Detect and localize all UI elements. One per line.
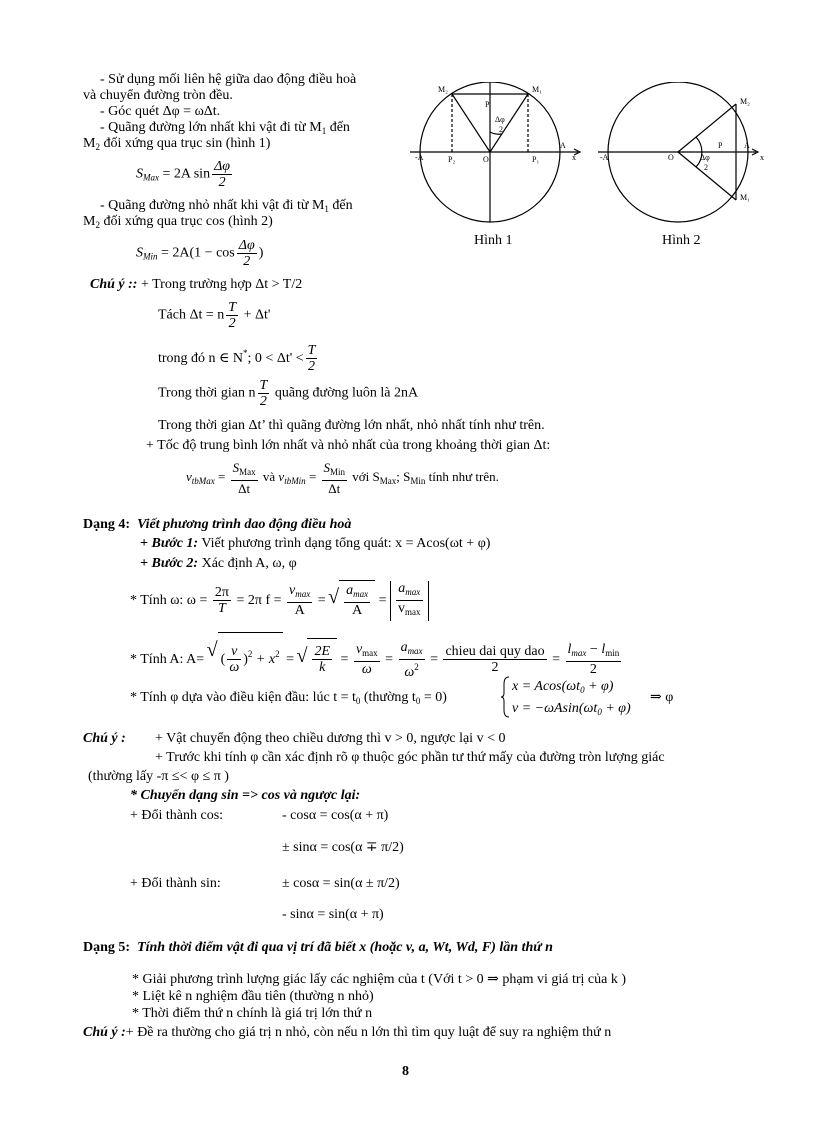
t: đến	[326, 120, 350, 135]
t: 1	[324, 204, 329, 214]
sqrt	[339, 580, 375, 621]
figure-1	[410, 82, 580, 222]
t: 2	[218, 175, 226, 190]
t: S	[136, 166, 143, 182]
fig2-label-dphi: Δφ	[700, 153, 710, 162]
fig2-om2	[678, 104, 736, 152]
t: chieu dai quy dao	[445, 644, 545, 660]
system-result: ⇒ φ	[650, 690, 674, 705]
note2-sin-2: - sinα = sin(α + π)	[282, 907, 384, 922]
dang4-step1	[140, 536, 490, 552]
t: S	[232, 460, 240, 475]
fig1-label-p2: P₂	[448, 155, 456, 164]
frac	[443, 644, 546, 675]
fig2-label-two: 2	[704, 163, 708, 172]
t: ω	[361, 662, 372, 678]
t: =	[282, 652, 294, 667]
fig1-label-p: P	[485, 100, 490, 109]
frac	[287, 583, 312, 618]
note2-to-cos: + Đổi thành cos:	[130, 808, 224, 823]
t: M	[83, 136, 96, 151]
t: đối xứng qua trục sin (hình 1)	[99, 136, 271, 151]
fig1-label-a: A	[560, 141, 566, 150]
page-number: 8	[402, 1064, 409, 1079]
frac	[344, 583, 370, 618]
t: S	[323, 460, 331, 475]
t: + Đề ra thường cho giá trị n nhỏ, còn nếu n lớn thì tìm quy luật để suy ra nghiệm thứ n	[125, 1025, 612, 1040]
t: 1	[321, 126, 327, 136]
t: max	[353, 589, 369, 600]
t: Δt	[328, 481, 341, 496]
dang5-line-1: * Giải phương trình lượng giác lấy các nghiệm của t (Với t > 0 ⇒ phạm vi giá trị của k )	[132, 972, 626, 987]
t: a	[400, 639, 408, 655]
t: v = −ωAsin(ωt	[512, 701, 598, 716]
fig2-label-m1: M₁	[740, 193, 750, 202]
t: 2	[243, 254, 251, 269]
t: * Tính φ dựa vào điều kiện đầu: lúc t = t	[130, 690, 356, 705]
t: Δφ	[214, 159, 231, 174]
t: 0	[355, 696, 361, 706]
t: (thường t	[360, 690, 416, 705]
t: Chú ý :	[83, 1025, 126, 1040]
t: Max	[379, 475, 397, 486]
note2-line-1: + Vật chuyển động theo chiều dương thì v > 0, ngược lại v < 0	[155, 731, 506, 746]
t: + x	[252, 652, 276, 667]
t: 2	[95, 142, 100, 152]
smax-formula	[136, 159, 234, 193]
t: v	[398, 601, 406, 617]
frac	[354, 642, 380, 677]
fig2-label-x: x	[760, 153, 764, 162]
t: =	[381, 652, 394, 667]
t: ; 0 < Δt' <	[247, 351, 304, 366]
t: 0	[597, 707, 602, 717]
frac	[258, 378, 270, 409]
t: = 2A(1 − cos	[157, 245, 235, 261]
t: ; S	[396, 468, 411, 484]
t: + Bước 1:	[140, 536, 199, 551]
figure-1-caption: Hình 1	[474, 233, 513, 248]
t: = 0)	[420, 690, 447, 705]
fig1-label-m2: M₂	[438, 85, 448, 94]
frac	[212, 159, 232, 190]
circle-figures	[410, 82, 790, 232]
t: + φ)	[584, 679, 614, 694]
t: 0	[415, 696, 421, 706]
t: l	[567, 642, 572, 658]
dang4-heading	[83, 517, 351, 533]
t: 2	[414, 661, 419, 672]
fig1-label-dphi: Δφ	[495, 115, 505, 124]
note1-speed: + Tốc độ trung bình lớn nhất và nhỏ nhất của trong khoảng thời gian Δt:	[146, 438, 551, 453]
dang5-heading	[83, 940, 553, 956]
fig1-label-x: x	[572, 153, 576, 162]
dang4-phi	[130, 690, 447, 709]
t: Δt	[238, 481, 251, 496]
t: 2	[308, 359, 316, 375]
t: Δφ	[238, 238, 255, 253]
t: đến	[328, 198, 353, 213]
t: T	[228, 300, 237, 315]
fig2-label-m2: M₂	[740, 97, 750, 106]
t: =	[375, 593, 387, 608]
t: Viết phương trình dao động điều hoà	[137, 517, 352, 532]
intro-line-1: - Sử dụng mối liên hệ giữa dao động điều hoà	[100, 72, 357, 87]
intro-line-7	[83, 214, 273, 233]
t: Min	[410, 475, 426, 486]
system-eq-2	[512, 701, 631, 720]
intro-line-3: - Góc quét Δφ = ωΔt.	[100, 104, 221, 119]
t: v	[186, 468, 192, 484]
note2-title: Chú ý :	[83, 731, 126, 746]
t: 2	[275, 649, 280, 659]
t: max	[407, 645, 423, 656]
t: S	[136, 245, 143, 261]
t: 2	[228, 316, 236, 331]
t: v	[289, 583, 296, 599]
t: =	[426, 652, 438, 667]
t: max	[405, 587, 421, 598]
system-eq-1	[512, 679, 613, 698]
frac	[231, 460, 258, 496]
note2-line-3: (thường lấy -π ≤< φ ≤ π )	[88, 769, 229, 784]
t: 2	[259, 394, 267, 409]
t: Min	[330, 467, 346, 477]
t: max	[405, 607, 421, 618]
t: x = Acos(ωt	[512, 679, 581, 694]
t: max	[362, 648, 378, 659]
t: trong đó n ∈ N	[158, 351, 244, 366]
t: 2	[491, 660, 499, 676]
fig2-label-o: O	[668, 153, 674, 162]
t: - Quãng đường lớn nhất khi vật đi từ M	[100, 120, 322, 135]
t: v	[278, 468, 285, 484]
t: =	[548, 652, 561, 667]
t: tbMax	[191, 475, 215, 486]
t: * Tính A: A=	[130, 652, 205, 667]
dang4-step2	[140, 556, 297, 572]
abs	[390, 581, 429, 621]
note2-cos-1: - cosα = cos(α + π)	[282, 808, 389, 823]
sqrt	[307, 638, 337, 681]
t: k	[319, 660, 326, 676]
t: v	[227, 644, 241, 660]
t: 2	[247, 649, 253, 659]
t: Tính thời điểm vật đi qua vị trí đã biết x (hoặc v, a, Wt, Wd, F) lần thứ n	[137, 940, 553, 955]
fig2-label-negA: -A	[600, 153, 609, 162]
t: tính như trên.	[425, 468, 499, 484]
frac	[237, 238, 257, 269]
t: 2π	[214, 585, 229, 601]
t: Max	[239, 467, 256, 477]
t: Dạng 4:	[83, 517, 131, 532]
dang4-omega	[130, 580, 429, 621]
t: 0	[580, 685, 585, 695]
dang4-amplitude	[130, 632, 623, 681]
t: đối xứng qua trục cos (hình 2)	[99, 214, 273, 229]
t: T	[259, 378, 268, 393]
frac	[399, 640, 425, 680]
fig1-label-two: 2	[499, 125, 503, 134]
t: )	[258, 245, 264, 261]
t: min	[605, 648, 620, 659]
frac	[306, 343, 318, 374]
sqrt: √ ( $\frac{v}{\omega}$ )$^2 + x^2$	[218, 632, 283, 681]
t: + Trong trường hợp Δt > T/2	[137, 277, 303, 292]
t: + Bước 2:	[140, 556, 199, 571]
brace-svg	[500, 676, 510, 718]
t: Trong thời gian n	[158, 385, 256, 401]
t: quãng đường luôn là 2nA	[271, 385, 419, 401]
fig1-label-p1: P₁	[532, 155, 540, 164]
t: ω	[404, 664, 415, 680]
t: *	[243, 348, 248, 358]
t: =	[337, 652, 349, 667]
frac	[396, 581, 423, 620]
frac	[226, 300, 238, 331]
system-brace	[500, 676, 510, 718]
t: = 2π f =	[232, 593, 282, 608]
t: T	[307, 343, 316, 359]
t: = 2A sin	[159, 166, 211, 182]
t: l	[601, 642, 606, 658]
fig1-label-negA: -A	[415, 153, 424, 162]
note1-where	[158, 338, 319, 374]
t: - Quãng đường nhỏ nhất khi vật đi từ M	[100, 198, 325, 213]
t: 2	[589, 662, 597, 678]
t: A	[352, 603, 363, 619]
note2-to-sin: + Đổi thành sin:	[130, 876, 221, 891]
t: Dạng 5:	[83, 940, 131, 955]
fig2-label-p: P	[718, 141, 723, 150]
t: v	[355, 642, 363, 658]
t: * Tính ω: ω =	[130, 593, 208, 608]
t: max	[295, 589, 311, 600]
t: √ 2E	[314, 644, 331, 660]
t: Tách Δt = n	[158, 307, 225, 323]
smin-formula	[136, 238, 263, 272]
frac	[322, 460, 348, 496]
t: A	[294, 603, 305, 619]
note1-in-time	[158, 378, 418, 409]
t: Viết phương trình dạng tổng quát: x = Acos(ωt + φ)	[198, 536, 491, 551]
intro-line-2: và chuyển đường tròn đều.	[83, 88, 233, 103]
t: Chú ý ::	[90, 277, 138, 292]
t: Min	[143, 251, 158, 262]
t: với S	[352, 468, 380, 484]
fig2-label-a: A	[744, 141, 750, 150]
note2-conversion-title: * Chuyển dạng sin => cos và ngược lại:	[130, 788, 361, 803]
note2-cos-2: ± sinα = cos(α ∓ π/2)	[282, 840, 404, 855]
t: T	[218, 601, 226, 617]
t: a	[346, 583, 354, 599]
t: M	[83, 214, 96, 229]
note1-split	[158, 300, 270, 331]
dang5-line-3: * Thời điểm thứ n chính là giá trị lớn thứ n	[132, 1006, 373, 1021]
frac	[213, 585, 231, 616]
dang5-note	[83, 1025, 611, 1041]
t: + Δt'	[240, 307, 271, 323]
note1-in-time-2: Trong thời gian Δt’ thì quãng đường lớn nhất, nhỏ nhất tính như trên.	[158, 418, 545, 433]
t: + φ)	[601, 701, 631, 716]
t: Max	[143, 172, 159, 183]
t: =	[314, 593, 326, 608]
frac	[227, 644, 241, 675]
figure-2	[598, 82, 758, 222]
intro-line-5	[83, 136, 270, 155]
t: và	[262, 468, 279, 484]
t: 2	[95, 220, 100, 230]
t: Xác định A, ω, φ	[198, 556, 297, 571]
note2-line-2: + Trước khi tính φ cần xác định rõ φ thuộc góc phần tư thứ mấy của đường tròn lượng giác	[155, 750, 665, 765]
note2-sin-1: ± cosα = sin(α ± π/2)	[282, 876, 400, 891]
t: ω	[229, 660, 240, 676]
fig1-label-o: O	[483, 155, 489, 164]
figure-2-caption: Hình 2	[662, 233, 701, 248]
fig1-label-m1: M₁	[532, 85, 542, 94]
note1-heading	[90, 277, 302, 293]
frac: $\frac{l_{max} - l_{min}}{2}$	[567, 642, 620, 678]
t: tbMin	[284, 475, 306, 486]
t: a	[398, 581, 406, 597]
frac	[312, 644, 332, 675]
note1-speed-formula: $v_{tbMax}$ = $\frac{S_{Max}}{\Delta t}$ và $v_{tbMin}$ = $\frac{S_{Min}}{\Delta t}$ với $S_{Max}$; $S_{Min}$ tính như trên.	[186, 460, 499, 496]
t: max	[571, 648, 587, 659]
dang5-line-2: * Liệt kê n nghiệm đầu tiên (thường n nhỏ)	[132, 989, 374, 1004]
